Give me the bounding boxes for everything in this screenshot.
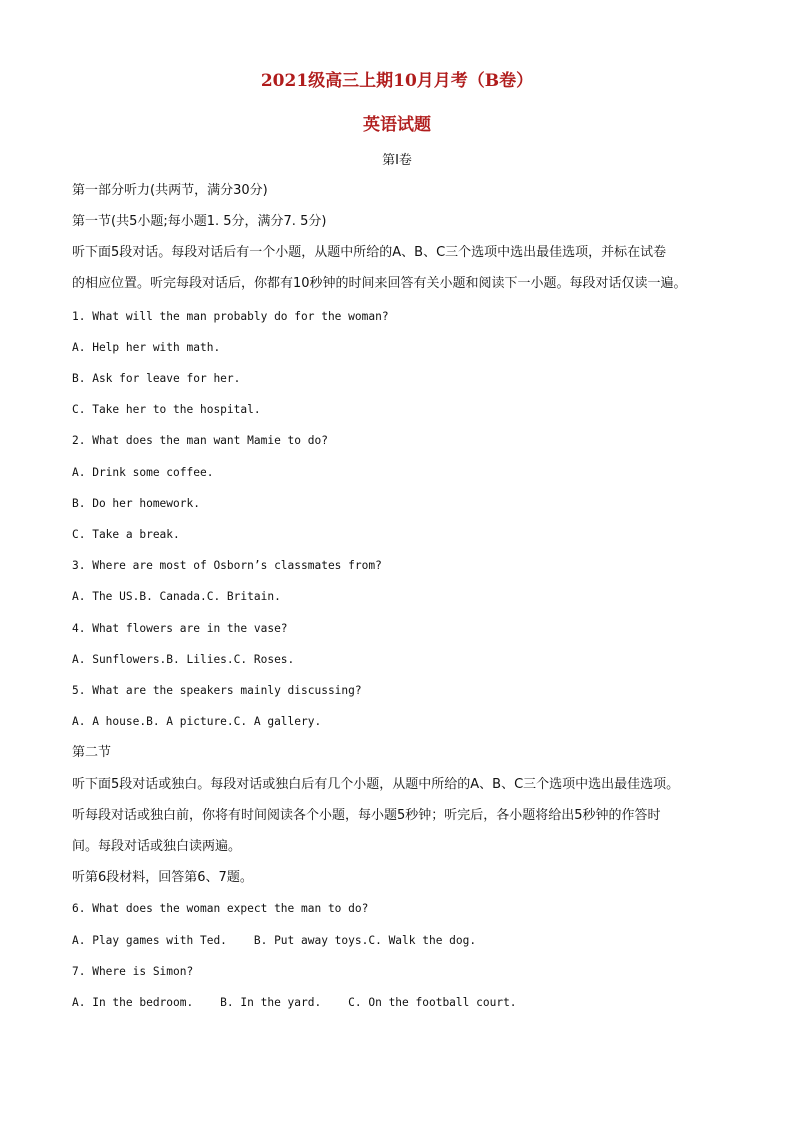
part1-heading: 第一部分听力(共两节，满分30分) <box>72 183 268 198</box>
subject-title: 英语试题 <box>363 115 431 135</box>
question-2-option-c: C. Take a break. <box>72 528 180 541</box>
question-2-option-b: B. Do her homework. <box>72 497 200 510</box>
question-1-option-a: A. Help her with math. <box>72 341 221 354</box>
question-6-options: A. Play games with Ted. B. Put away toys.C. Walk the dog. <box>72 934 477 947</box>
volume-label: 第I卷 <box>382 153 412 168</box>
question-5: 5. What are the speakers mainly discussing? <box>72 684 362 697</box>
question-1-option-b: B. Ask for leave for her. <box>72 372 241 385</box>
question-1: 1. What will the man probably do for the woman? <box>72 310 389 323</box>
question-7-options: A. In the bedroom. B. In the yard. C. On the football court. <box>72 996 517 1009</box>
section2-instructions-line1: 听下面5段对话或独白。每段对话或独白后有几个小题，从题中所给的A、B、C三个选项中选出最佳选项。 <box>72 777 680 792</box>
section1-instructions-line1: 听下面5段对话。每段对话后有一个小题，从题中所给的A、B、C三个选项中选出最佳选项，并标在试卷 <box>72 245 667 260</box>
question-3-options: A. The US.B. Canada.C. Britain. <box>72 590 281 603</box>
question-4-options: A. Sunflowers.B. Lilies.C. Roses. <box>72 653 295 666</box>
section1-instructions-line2: 的相应位置。听完每段对话后，你都有10秒钟的时间来回答有关小题和阅读下一小题。每段对话仅读一遍。 <box>72 276 687 291</box>
section1-heading: 第一节(共5小题;每小题1. 5分，满分7. 5分) <box>72 214 327 229</box>
question-3: 3. Where are most of Osborn’s classmates from? <box>72 559 382 572</box>
question-2-option-a: A. Drink some coffee. <box>72 466 214 479</box>
exam-title: 2021级高三上期10月月考（B卷） <box>260 71 534 91</box>
question-5-options: A. A house.B. A picture.C. A gallery. <box>72 715 322 728</box>
section2-instructions-line2: 听每段对话或独白前，你将有时间阅读各个小题，每小题5秒钟；听完后，各小题将给出5秒钟的作答时 <box>72 808 661 823</box>
question-4: 4. What flowers are in the vase? <box>72 622 288 635</box>
material-6-instruction: 听第6段材料，回答第6、7题。 <box>72 870 253 885</box>
question-1-option-c: C. Take her to the hospital. <box>72 403 261 416</box>
question-6: 6. What does the woman expect the man to do? <box>72 902 369 915</box>
question-7: 7. Where is Simon? <box>72 965 194 978</box>
section2-heading: 第二节 <box>72 745 112 760</box>
section2-instructions-line3: 间。每段对话或独白读两遍。 <box>72 839 242 854</box>
question-2: 2. What does the man want Mamie to do? <box>72 434 328 447</box>
